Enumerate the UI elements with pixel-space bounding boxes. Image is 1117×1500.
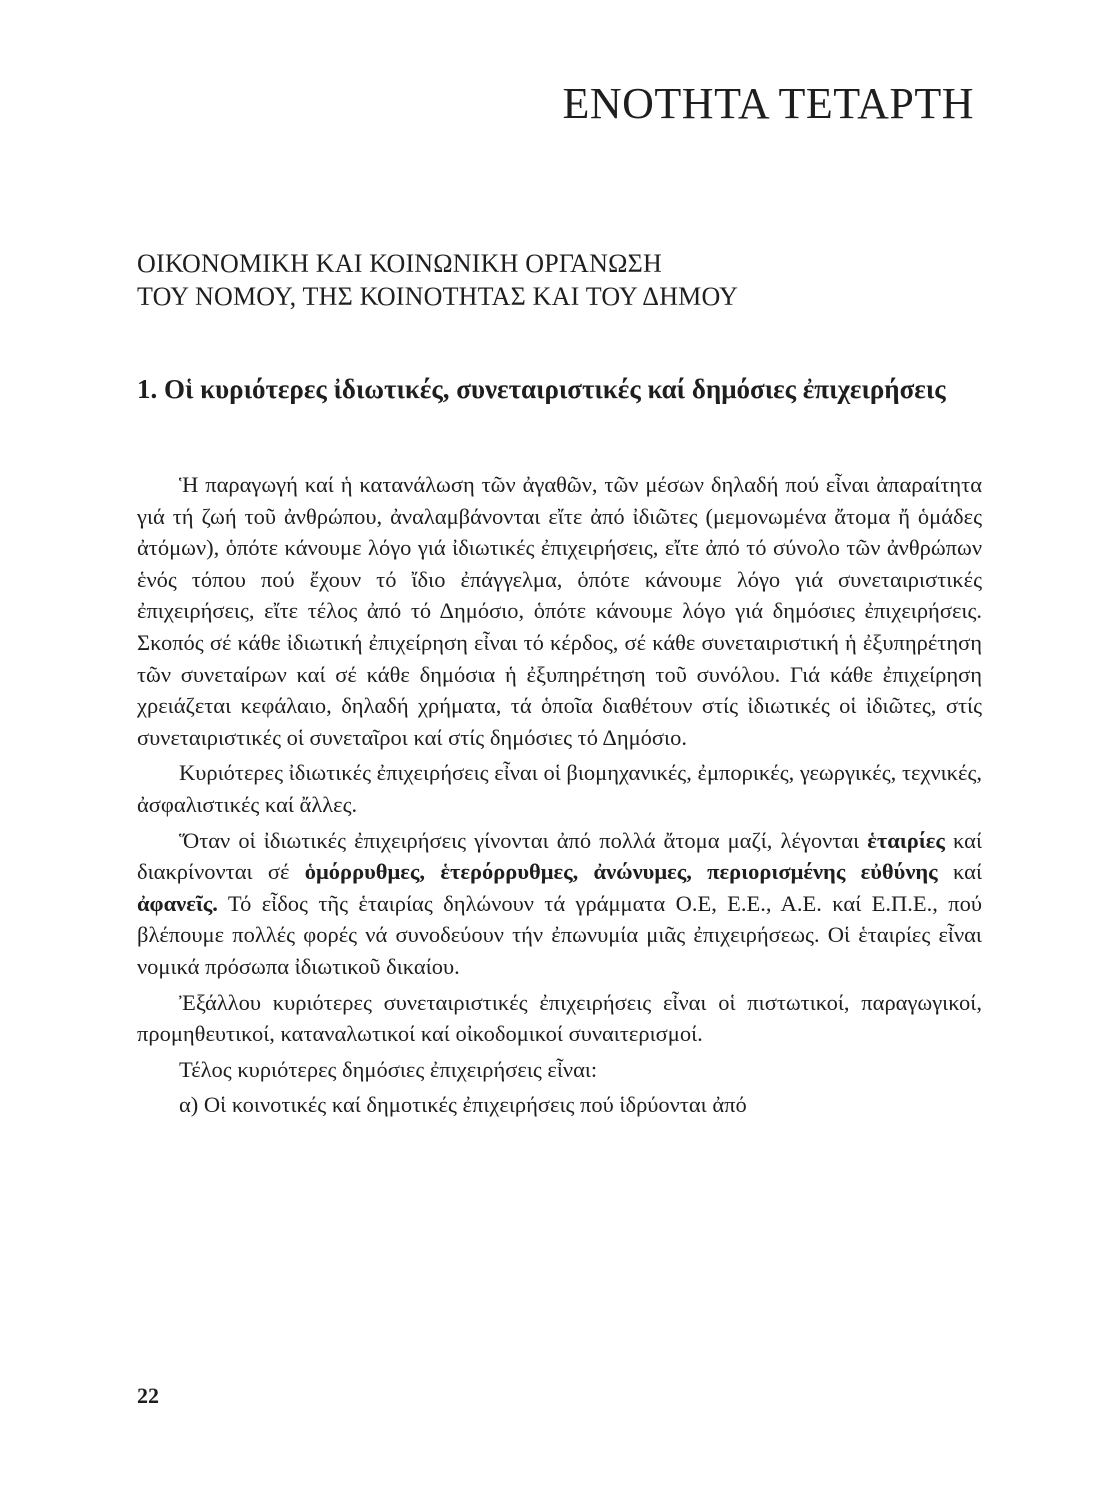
- term-company-types: ὁμόρρυθμες, ἑτερόρρυθμες, ἀνώνυμες, περιορισμένης εὐθύνης: [304, 859, 938, 885]
- paragraph-4: Ἐξάλλου κυριότερες συνεταιριστικές ἐπιχειρήσεις εἶναι οἱ πιστωτικοί, παραγωγικοί, προμηθευτικοί, καταναλωτικοί καί οἰκοδομικοί συναιτερισμοί.: [137, 989, 982, 1047]
- paragraph-5: Τέλος κυριότερες δημόσιες ἐπιχειρήσεις εἶναι:: [179, 1056, 598, 1082]
- chapter-title-line-1: ΟΙΚΟΝΟΜΙΚΗ ΚΑΙ ΚΟΙΝΩΝΙΚΗ ΟΡΓΑΝΩΣΗ: [137, 249, 662, 278]
- section-heading: 1. Οἱ κυριότερες ἰδιωτικές, συνεταιριστικές καί δημόσιες ἐπιχειρήσεις: [137, 374, 946, 404]
- paragraph-3-text-3: καί: [937, 859, 982, 885]
- unit-title: ΕΝΟΤΗΤΑ ΤΕΤΑΡΤΗ: [562, 79, 974, 128]
- term-silent-partnership: ἀφανεῖς.: [137, 890, 218, 916]
- paragraph-1: Ἡ παραγωγή καί ἡ κατανάλωση τῶν ἀγαθῶν, τῶν μέσων δηλαδή πού εἶναι ἀπαραίτητα γιά τή ζωή τοῦ ἀνθρώπου, ἀναλαμβάνονται εἴτε ἀπό ἰδιῶτες (μεμονωμένα ἄτομα ἤ ὁμάδες ἀτόμων), ὁπότε κάνουμε λόγο γιά ἰδιωτικές ἐπιχειρήσεις, εἴτε ἀπό τό σύνολο τῶν ἀνθρώπων ἑνός τόπου πού ἔχουν τό ἴδιο ἐπάγγελμα, ὁπότε κάνουμε λόγο γιά συνεταιριστικές ἐπιχειρήσεις, εἴτε τέλος ἀπό τό Δημόσιο, ὁπότε κάνουμε λόγο γιά δημόσιες ἐπιχειρήσεις. Σκοπός σέ κάθε ἰδιωτική ἐπιχείρηση εἶναι τό κέρδος, σέ κάθε συνεταιριστική ἡ ἐξυπηρέτηση τῶν συνεταίρων καί σέ κάθε δημόσια ἡ ἐξυπηρέτηση τοῦ συνόλου. Γιά κάθε ἐπιχείρηση χρειάζεται κεφάλαιο, δηλαδή χρήματα, τά ὁποῖα διαθέτουν στίς ἰδιωτικές οἱ ἰδιῶτες, στίς συνεταιριστικές οἱ συνεταῖροι καί στίς δημόσιες τό Δημόσιο.: [137, 472, 982, 750]
- paragraph-3: [137, 825, 982, 983]
- body-text: [137, 469, 982, 1121]
- chapter-title-line-2: ΤΟΥ ΝΟΜΟΥ, ΤΗΣ ΚΟΙΝΟΤΗΤΑΣ ΚΑΙ ΤΟΥ ΔΗΜΟΥ: [137, 282, 739, 311]
- paragraph-6: α) Οἱ κοινοτικές καί δημοτικές ἐπιχειρήσεις πού ἱδρύονται ἀπό: [179, 1092, 747, 1118]
- paragraph-3-text-4: Τό εἶδος τῆς ἑταιρίας δηλώνουν τά γράμματα Ο.Ε, Ε.Ε., Α.Ε. καί Ε.Π.Ε., πού βλέπουμε πολλές φορές νά συνοδεύουν τήν ἐπωνυμία μιᾶς ἐπιχειρήσεως. Οἱ ἑταιρίες εἶναι νομικά πρόσωπα ἰδιωτικοῦ δικαίου.: [137, 890, 982, 979]
- term-companies: ἑταιρίες: [867, 827, 945, 853]
- paragraph-3-text-2: καί διακρίνονται σέ: [137, 827, 982, 885]
- chapter-title: [137, 247, 738, 313]
- paragraph-2: Κυριότερες ἰδιωτικές ἐπιχειρήσεις εἶναι οἱ βιομηχανικές, ἐμπορικές, γεωργικές, τεχνικές, ἀσφαλιστικές καί ἄλλες.: [137, 760, 982, 817]
- paragraph-3-text-1: Ὅταν οἱ ἰδιωτικές ἐπιχειρήσεις γίνονται ἀπό πολλά ἄτομα μαζί, λέγονται: [179, 827, 868, 853]
- page-number: 22: [137, 1383, 159, 1408]
